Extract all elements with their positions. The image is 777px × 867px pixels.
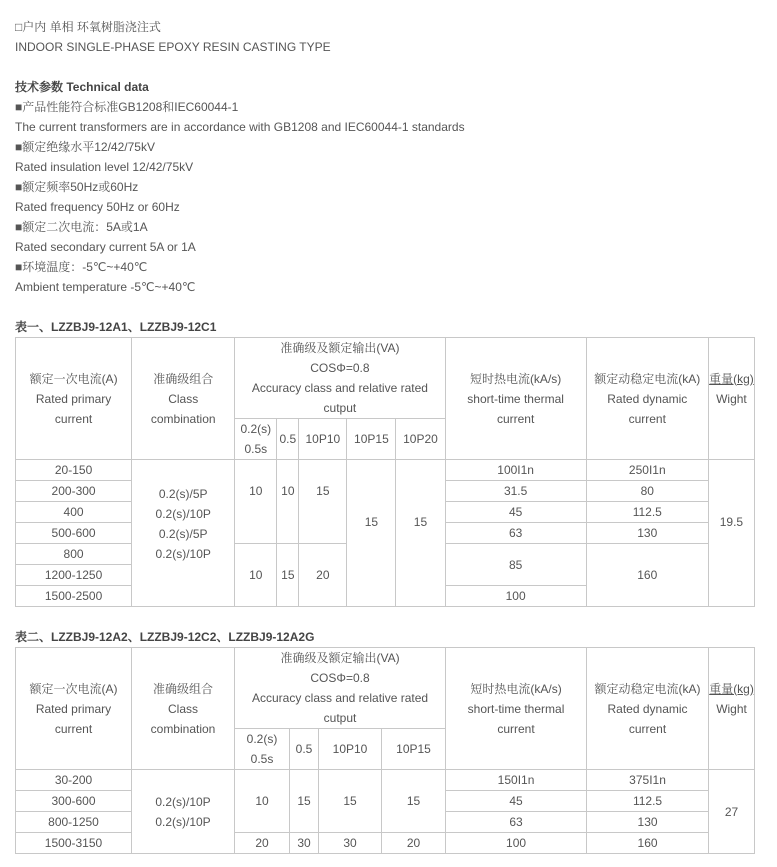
header-thermal-current: 短时热电流(kA/s) short-time thermal current xyxy=(446,648,587,770)
product-title-en: INDOOR SINGLE-PHASE EPOXY RESIN CASTING TYPE xyxy=(15,40,331,54)
table-row xyxy=(16,460,755,481)
header-thermal-current: 短时热电流(kA/s) short-time thermal current xyxy=(445,338,586,460)
dynamic-cell: 112.5 xyxy=(587,791,709,812)
primary-cell: 1500-2500 xyxy=(16,586,132,607)
acc-0.2s-cell: 20 xyxy=(235,833,290,854)
subheader-10p10: 10P10 xyxy=(319,729,382,770)
header-primary-current: 额定一次电流(A) Rated primary current xyxy=(16,648,132,770)
primary-cell: 200-300 xyxy=(16,481,132,502)
primary-cell: 20-150 xyxy=(16,460,132,481)
header-accuracy-output: 准确级及额定输出(VA) COSΦ=0.8 Accuracy class and relative rated cutput xyxy=(235,648,446,729)
subheader-0.5: 0.5 xyxy=(277,419,299,460)
table2 xyxy=(15,647,755,854)
subheader-10p15: 10P15 xyxy=(347,419,396,460)
thermal-cell: 85 xyxy=(445,544,586,586)
acc-0.2s-cell: 10 xyxy=(235,544,277,607)
header-accuracy-output: 准确级及额定输出(VA) COSΦ=0.8 Accuracy class and relative rated cutput xyxy=(235,338,445,419)
dynamic-cell: 130 xyxy=(586,523,708,544)
acc-0.2s-cell: 10 xyxy=(235,460,277,544)
acc-0.2s-cell: 10 xyxy=(235,770,290,833)
subheader-0.2s: 0.2(s) 0.5s xyxy=(235,419,277,460)
spec-insulation-en: Rated insulation level 12/42/75kV xyxy=(15,160,194,174)
class-combo-cell: 0.2(s)/5P 0.2(s)/10P 0.2(s)/5P 0.2(s)/10P xyxy=(132,460,235,607)
acc-10p15-cell: 15 xyxy=(382,770,446,833)
spec-temperature-cn: ■环境温度：-5℃~+40℃ xyxy=(15,260,148,274)
acc-10p10-cell: 30 xyxy=(319,833,382,854)
subheader-10p15: 10P15 xyxy=(382,729,446,770)
primary-cell: 30-200 xyxy=(16,770,132,791)
primary-cell: 300-600 xyxy=(16,791,132,812)
dynamic-cell: 250I1n xyxy=(586,460,708,481)
tech-data-heading: 技术参数 Technical data xyxy=(15,80,149,94)
thermal-cell: 31.5 xyxy=(445,481,586,502)
weight-cell: 27 xyxy=(709,770,755,854)
thermal-cell: 45 xyxy=(446,791,587,812)
table1 xyxy=(15,337,755,607)
spec-temperature-en: Ambient temperature -5℃~+40℃ xyxy=(15,280,196,294)
subheader-0.2s: 0.2(s) 0.5s xyxy=(235,729,290,770)
table-row xyxy=(16,770,755,791)
subheader-0.5: 0.5 xyxy=(290,729,319,770)
table-row xyxy=(16,833,755,854)
acc-0.5-cell: 10 xyxy=(277,460,299,544)
dynamic-cell: 80 xyxy=(586,481,708,502)
header-weight: 重量(kg) Wight xyxy=(709,648,755,770)
acc-10p15-cell: 15 xyxy=(347,460,396,607)
dynamic-cell: 130 xyxy=(587,812,709,833)
dynamic-cell: 112.5 xyxy=(586,502,708,523)
spec-standard-en: The current transformers are in accordance with GB1208 and IEC60044-1 standards xyxy=(15,120,465,134)
primary-cell: 400 xyxy=(16,502,132,523)
subheader-10p20: 10P20 xyxy=(396,419,445,460)
spec-standard-cn: ■产品性能符合标准GB1208和IEC60044-1 xyxy=(15,100,239,114)
thermal-cell: 150I1n xyxy=(446,770,587,791)
dynamic-cell: 160 xyxy=(587,833,709,854)
acc-10p20-cell: 15 xyxy=(396,460,445,607)
class-combo-cell: 0.2(s)/10P 0.2(s)/10P xyxy=(132,770,235,854)
spec-secondary-cn: ■额定二次电流：5A或1A xyxy=(15,220,148,234)
header-weight: 重量(kg) Wight xyxy=(708,338,754,460)
product-title-cn: □户内 单相 环氧树脂浇注式 xyxy=(15,20,161,34)
header-dynamic-current: 额定动稳定电流(kA) Rated dynamic current xyxy=(586,338,708,460)
thermal-cell: 63 xyxy=(446,812,587,833)
header-primary-current: 额定一次电流(A) Rated primary current xyxy=(16,338,132,460)
acc-10p10-cell: 20 xyxy=(299,544,347,607)
acc-0.5-cell: 30 xyxy=(290,833,319,854)
primary-cell: 1200-1250 xyxy=(16,565,132,586)
spec-frequency-en: Rated frequency 50Hz or 60Hz xyxy=(15,200,180,214)
weight-cell: 19.5 xyxy=(708,460,754,607)
primary-cell: 500-600 xyxy=(16,523,132,544)
table1-title: 表一、LZZBJ9-12A1、LZZBJ9-12C1 xyxy=(15,320,217,334)
thermal-cell: 63 xyxy=(445,523,586,544)
acc-10p15-cell: 20 xyxy=(382,833,446,854)
dynamic-cell: 375I1n xyxy=(587,770,709,791)
header-class-combination: 准确级组合 Class combination xyxy=(132,338,235,460)
header-dynamic-current: 额定动稳定电流(kA) Rated dynamic current xyxy=(587,648,709,770)
page-content xyxy=(15,0,775,854)
acc-10p10-cell: 15 xyxy=(319,770,382,833)
acc-0.5-cell: 15 xyxy=(290,770,319,833)
thermal-cell: 100I1n xyxy=(445,460,586,481)
spec-secondary-en: Rated secondary current 5A or 1A xyxy=(15,240,196,254)
primary-cell: 800 xyxy=(16,544,132,565)
acc-0.5-cell: 15 xyxy=(277,544,299,607)
table2-title: 表二、LZZBJ9-12A2、LZZBJ9-12C2、LZZBJ9-12A2G xyxy=(15,630,315,644)
primary-cell: 800-1250 xyxy=(16,812,132,833)
primary-cell: 1500-3150 xyxy=(16,833,132,854)
header-class-combination: 准确级组合 Class combination xyxy=(132,648,235,770)
subheader-10p10: 10P10 xyxy=(299,419,347,460)
spec-insulation-cn: ■额定绝缘水平12/42/75kV xyxy=(15,140,155,154)
dynamic-cell: 160 xyxy=(586,544,708,607)
spec-frequency-cn: ■额定频率50Hz或60Hz xyxy=(15,180,139,194)
thermal-cell: 45 xyxy=(445,502,586,523)
acc-10p10-cell: 15 xyxy=(299,460,347,544)
thermal-cell: 100 xyxy=(446,833,587,854)
thermal-cell: 100 xyxy=(445,586,586,607)
